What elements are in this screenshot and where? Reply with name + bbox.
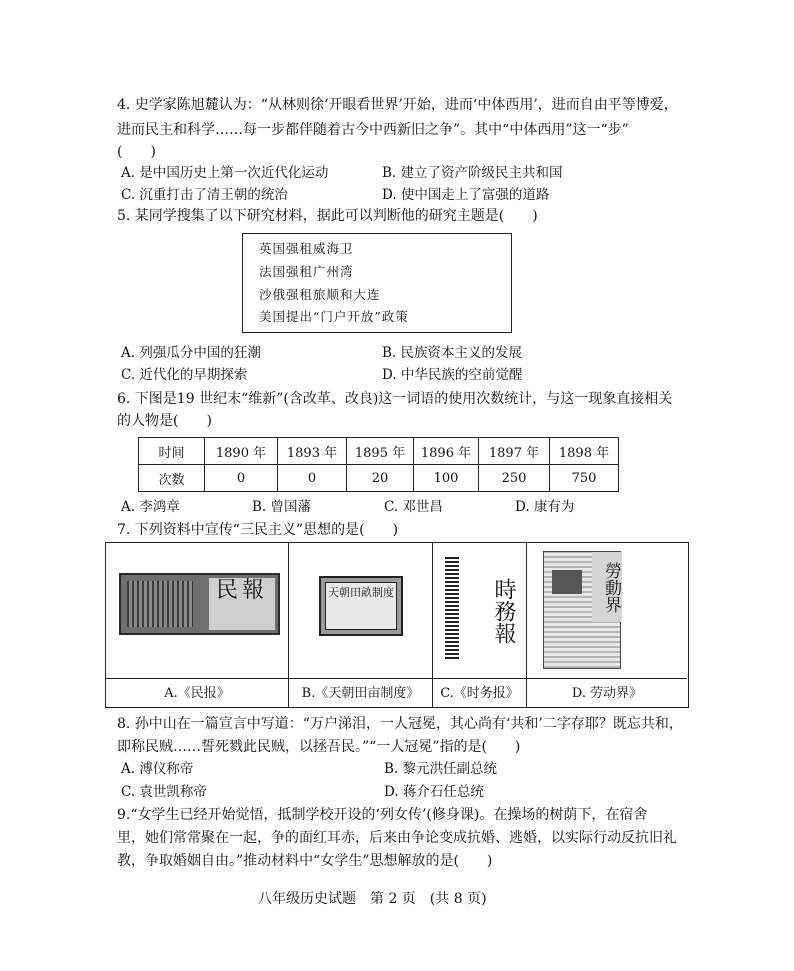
- q6-option-b: B. 曾国藩: [252, 499, 312, 515]
- q7-stem: 7. 下列资料中宣传“三民主义”思想的是( ): [117, 522, 399, 538]
- q7-image-cell-c: [433, 543, 527, 678]
- q9-stem-line2: 里，她们常常聚在一起，争的面红耳赤，后来由争论变成抗婚、逃婚，以实际行动反抗旧礼: [117, 830, 677, 846]
- q5-option-b: B. 民族资本主义的发展: [382, 345, 523, 361]
- table-cell: 次数: [139, 465, 205, 492]
- q6-option-d: D. 康有为: [515, 499, 575, 515]
- q7-caption-b: B.《天朝田亩制度》: [289, 678, 433, 708]
- minbao-image: [119, 573, 280, 635]
- q5-material-4: 美国提出“门户开放”政策: [259, 309, 409, 324]
- minbao-title: 民報: [209, 578, 275, 630]
- q8-stem-line2: 即称民贼……誓死戮此民贼，以拯吾民。”“一人冠冕”指的是( ): [117, 739, 521, 755]
- laodongjie-image: [543, 551, 621, 669]
- q8-option-b: B. 黎元洪任副总统: [384, 761, 498, 777]
- q8-stem-line1: 8. 孙中山在一篇宣言中写道：“万户涕泪，一人冠冕，其心尚有‘共和’二字存耶？既忘共和，: [117, 716, 683, 732]
- table-cell: 0: [278, 465, 347, 492]
- q5-material-1: 英国强租威海卫: [259, 241, 354, 256]
- q7-image-cell-a: [106, 543, 289, 678]
- table-row: [139, 465, 619, 492]
- tianchao-title: 天朝田畝制度: [325, 582, 397, 630]
- q5-material-2: 法国强租广州湾: [259, 264, 354, 279]
- shiwubao-title: 時務報: [491, 578, 516, 644]
- q4-option-c: C. 沉重打击了清王朝的统治: [121, 187, 288, 203]
- table-header-cell: 1895 年: [347, 438, 414, 465]
- q7-image-cell-b: [289, 543, 433, 678]
- table-cell: 100: [414, 465, 479, 492]
- laodongjie-title: 勞動界: [592, 552, 622, 622]
- q6-option-a: A. 李鸿章: [121, 499, 180, 515]
- q5-option-a: A. 列强瓜分中国的狂潮: [121, 345, 261, 361]
- q7-caption-c: C.《时务报》: [433, 678, 527, 708]
- table-cell: 250: [479, 465, 550, 492]
- q6-usage-table: [138, 437, 619, 492]
- page-footer: 八年级历史试题 第 2 页 (共 8 页): [258, 891, 487, 907]
- q5-option-d: D. 中华民族的空前觉醒: [382, 367, 523, 383]
- q4-option-a: A. 是中国历史上第一次近代化运动: [121, 165, 329, 181]
- q4-stem-line1: 4. 史学家陈旭麓认为：“从林则徐‘开眼看世界’开始，进而‘中体西用’，进而自由平等博爱，: [117, 97, 678, 113]
- table-header-cell: 1893 年: [278, 438, 347, 465]
- q5-option-c: C. 近代化的早期探索: [121, 367, 248, 383]
- q7-caption-a: A.《民报》: [106, 678, 289, 708]
- q6-stem-line2: 的人物是( ): [117, 413, 212, 429]
- q5-stem: 5. 某同学搜集了以下研究材料，据此可以判断他的研究主题是( ): [117, 208, 538, 224]
- tianchao-image: [319, 576, 403, 636]
- q4-stem-line3: ( ): [117, 144, 156, 160]
- q8-option-d: D. 蒋介石任总统: [384, 784, 484, 800]
- table-header-cell: 1896 年: [414, 438, 479, 465]
- q7-caption-d: D. 劳动界》: [527, 678, 687, 708]
- q8-option-c: C. 袁世凯称帝: [121, 784, 207, 800]
- q6-option-c: C. 邓世昌: [384, 499, 443, 515]
- table-row: [139, 438, 619, 465]
- table-header-cell: 时间: [139, 438, 205, 465]
- q4-option-b: B. 建立了资产阶级民主共和国: [382, 165, 563, 181]
- q7-image-panel: [105, 542, 689, 708]
- table-header-cell: 1898 年: [550, 438, 619, 465]
- q5-material-box: [242, 233, 512, 333]
- q5-material-3: 沙俄强租旅顺和大连: [259, 287, 381, 302]
- q9-stem-line1: 9.“女学生已经开始觉悟，抵制学校开设的‘列女传’(修身课)。在操场的树荫下，在宿舍: [117, 807, 648, 823]
- q8-option-a: A. 溥仪称帝: [121, 761, 194, 777]
- q6-stem-line1: 6. 下图是19 世纪末“维新”(含改革、改良)这一词语的使用次数统计，与这一现象直接相关: [117, 391, 673, 407]
- table-header-cell: 1897 年: [479, 438, 550, 465]
- q4-option-d: D. 使中国走上了富强的道路: [382, 187, 550, 203]
- q9-stem-line3: 教，争取婚姻自由。”推动材料中“女学生”思想解放的是( ): [117, 853, 493, 869]
- table-cell: 20: [347, 465, 414, 492]
- table-cell: 0: [205, 465, 278, 492]
- table-header-cell: 1890 年: [205, 438, 278, 465]
- q7-image-cell-d: [527, 543, 690, 678]
- q4-stem-line2: 进而民主和科学……每一步都伴随着古今中西新旧之争”。其中“中体西用”这一“步”: [117, 122, 629, 138]
- shiwubao-text-column: [445, 557, 459, 659]
- table-cell: 750: [550, 465, 619, 492]
